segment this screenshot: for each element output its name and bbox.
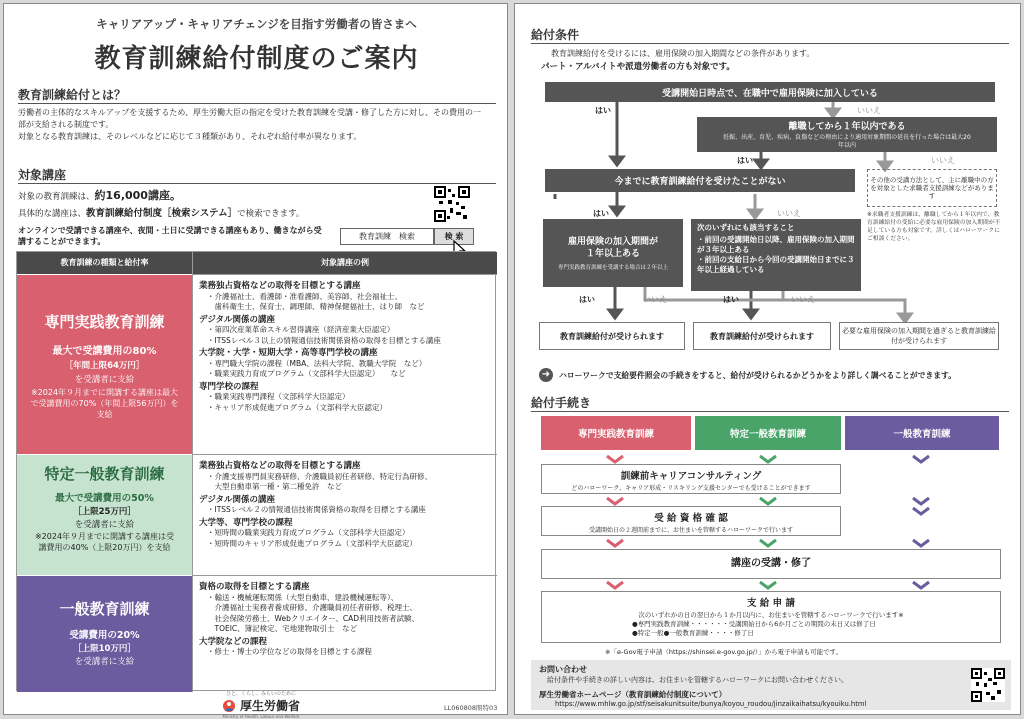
section-courses: 対象講座 bbox=[18, 166, 496, 184]
count-line bbox=[18, 187, 181, 203]
arrow-right-icon: ➜ bbox=[539, 368, 553, 382]
q-left-job bbox=[697, 117, 997, 152]
tier-rate: 最大で受講費用の50% bbox=[55, 493, 154, 504]
category-item: ・修士・博士の学位などの取得を目標とする課程 bbox=[207, 647, 372, 656]
tier-pay: を受講者に支給 bbox=[74, 657, 135, 667]
tier-name: 専門実践教育訓練 bbox=[44, 313, 165, 331]
search-post: で検索できます。 bbox=[237, 209, 305, 219]
q-repeat-title: 次のいずれにも該当すること bbox=[697, 223, 795, 232]
category-heading: 業務独占資格などの取得を目標とする講座 bbox=[199, 461, 361, 471]
search-button[interactable]: 検 索 bbox=[434, 228, 474, 245]
step-note: 受講開始日の２週間前までに、お住まいを管轄するハローワークで行います bbox=[588, 527, 793, 534]
logo-name: 厚生労働省 bbox=[239, 699, 300, 713]
q-repeat-conditions bbox=[691, 219, 861, 291]
step-note: どのハローワーク、キャリア形成・リスキリング支援センターでも受けることができます bbox=[571, 485, 811, 492]
col-general: 一般教育訓練 bbox=[845, 416, 999, 450]
online-text: オンラインで受講できる講座や、夜間・土日に受講できる講座もあり、働きながら受講することができます。 bbox=[18, 226, 322, 246]
what-p2: 対象となる教育訓練は、そのレベルなどに応じて３種類があり、それぞれ給付率が異なります。 bbox=[18, 132, 362, 141]
result-eligible-1: 教育訓練給付が受けられます bbox=[539, 322, 685, 350]
category-item: ・職業実践力育成プログラム（文部科学大臣認定） など bbox=[207, 369, 406, 378]
tier-note: ※2024年９月までに開講する講座は受講費用の40%（上限20万円）を支給 bbox=[34, 532, 175, 552]
examples-specific-general bbox=[192, 454, 497, 575]
tier-general bbox=[17, 575, 192, 692]
section-what: 教育訓練給付とは？ bbox=[18, 86, 496, 104]
right-page bbox=[514, 3, 1021, 715]
examples-specialized bbox=[192, 274, 497, 454]
mhlw-logo bbox=[196, 690, 326, 719]
no-label: いいえ bbox=[777, 209, 801, 218]
tier-pay: を受講者に支給 bbox=[74, 520, 135, 530]
intro-2: パート・アルバイトや派遣労働者の方も対象です。 bbox=[541, 62, 735, 72]
category-item: ・職業実践専門課程（文部科学大臣認定） bbox=[207, 392, 350, 401]
step-attend bbox=[541, 549, 1001, 579]
hellowork-note: ハローワークで支給要件照会の手続きをすると、給付が受けられるかどうかをより詳しく調べることができます。 bbox=[559, 371, 957, 380]
inquiry-box bbox=[531, 660, 1011, 710]
qr-code-icon bbox=[434, 186, 470, 222]
category-item: ・専門職大学院の課程（MBA、法科大学院、教職大学院 など） bbox=[207, 358, 427, 368]
col-specific-general: 特定一般教育訓練 bbox=[695, 416, 841, 450]
logo-en: Ministry of Health, Labour and Welfare bbox=[222, 714, 300, 719]
search-input[interactable]: 教育訓練 検索 bbox=[340, 228, 434, 245]
top-line: キャリアアップ・キャリアチェンジを目指す労働者の皆さまへ bbox=[96, 17, 417, 31]
category-heading: 資格の取得を目標とする講座 bbox=[199, 582, 310, 592]
inquiry-text: 給付条件や手続きの詳しい内容は、お住まいを管轄するハローワークにお問い合わせください。 bbox=[547, 676, 848, 684]
category-item: ・介護支援専門員実務研修、介護職員初任者研修、特定行為研修、 bbox=[207, 471, 432, 481]
tier-specialized-bg bbox=[17, 275, 192, 454]
step-note: 次のいずれかの日の翌日から１か月以内に、お住まいを管轄するハローワークで行います※ bbox=[638, 611, 904, 619]
category-heading: デジタル関係の講座 bbox=[199, 314, 275, 325]
tier-cap: ［年間上限64万円］ bbox=[64, 361, 145, 371]
category-item: ・キャリア形成促進プログラム（文部科学大臣認定） bbox=[207, 402, 387, 412]
col-specialized: 専門実践教育訓練 bbox=[541, 416, 691, 450]
inquiry-url[interactable]: https://www.mhlw.go.jp/stf/seisakunitsuite/bunya/koyou_roudou/jinzaikaihatsu/kyouiku.html bbox=[555, 700, 867, 708]
step-title: 講座の受講・修了 bbox=[731, 558, 811, 569]
category-item: 介護福祉士実務者養成研修、介護職員初任者研修、税理士、 bbox=[207, 603, 417, 612]
yes-label: はい bbox=[579, 295, 595, 304]
inquiry-hp: 厚生労働省ホームページ（教育訓練給付制度について） bbox=[539, 690, 727, 699]
category-item: ・ITSSレベル２の情報通信技術関係資格の取得を目標とする講座 bbox=[207, 505, 426, 514]
table-header-examples: 対象講座の例 bbox=[192, 252, 497, 274]
main-title: 教育訓練給付制度のご案内 bbox=[94, 44, 419, 74]
q-left-job-note: 妊娠、出産、育児、疾病、負傷などの理由により適用対象期間の延長を行った場合は最大20年以内 bbox=[723, 134, 971, 149]
intro-1: 教育訓練給付を受けるには、雇用保険の加入期間などの条件があります。 bbox=[551, 49, 815, 58]
section-conditions: 給付条件 bbox=[531, 26, 1009, 44]
tier-rate: 受講費用の20% bbox=[69, 630, 140, 641]
category-heading: 大学等、専門学校の課程 bbox=[199, 517, 293, 528]
step-title: 支 給 申 請 bbox=[747, 598, 795, 609]
q-insured-period bbox=[543, 219, 683, 287]
category-item: ・短時間の職業実践力育成プログラム（文部科学大臣認定） bbox=[207, 528, 410, 537]
tier-specific-general bbox=[17, 454, 192, 575]
step-apply bbox=[541, 591, 1001, 643]
tier-cap: ［上限25万円］ bbox=[73, 507, 136, 517]
result-eligible-2: 教育訓練給付が受けられます bbox=[693, 322, 831, 350]
step-title: 訓練前キャリアコンサルティング bbox=[620, 471, 762, 482]
yes-label: はい bbox=[595, 106, 611, 115]
table-header-type: 教育訓練の種類と給付率 bbox=[17, 252, 192, 274]
examples-general bbox=[192, 575, 497, 692]
tier-pay: を受講者に支給 bbox=[74, 375, 135, 385]
tier-rate: 最大で受講費用の80% bbox=[52, 346, 157, 357]
tier-note: ※2024年９月までに開講する講座は最大で受講費用の70%（年間上限56万円）を支給 bbox=[30, 388, 179, 419]
no-label: いいえ bbox=[791, 295, 815, 304]
count-pre: 対象の教育訓練は、 bbox=[18, 192, 95, 202]
yes-label: はい bbox=[723, 295, 739, 304]
other-training-box: その他の受講方法として、主に離職中の方を対象とした求職者支援訓練などがあります bbox=[867, 169, 997, 207]
what-p1: 労働者の主体的なスキルアップを支援するため、厚生労働大臣の指定を受けた教育訓練を受講・修了した方に対し、その費用の一部が支給される制度です。 bbox=[18, 108, 482, 129]
step-apply-a: ●専門実践教育訓練・・・・・・受講開始日から6か月ごとの期間の末日又は修了日 bbox=[632, 620, 876, 628]
no-label: いいえ bbox=[643, 295, 667, 304]
no-label: いいえ bbox=[931, 156, 955, 165]
logo-tagline: ひと、くらし、みらいのために bbox=[225, 691, 296, 697]
step-apply-b: ●特定一般●一般教育訓練・・・・修了日 bbox=[632, 629, 754, 637]
course-count: 約16,000講座。 bbox=[94, 189, 181, 202]
egov-note: ※「e-Gov電子申請（https://shinsei.e-gov.go.jp/）」から電子申請も可能です。 bbox=[605, 648, 843, 656]
category-heading: 大学院などの課程 bbox=[199, 636, 268, 647]
q-first-time: 今までに教育訓練給付を受けたことがない bbox=[545, 169, 855, 192]
step-title: 受 給 資 格 確 認 bbox=[654, 513, 728, 524]
category-item: ・短時間のキャリア形成促進プログラム（文部科学大臣認定） bbox=[207, 538, 417, 548]
search-line bbox=[18, 205, 304, 219]
inquiry-title: お問い合わせ bbox=[539, 665, 587, 674]
category-item: 歯科衛生士、保育士、調理師、精神保健福祉士、はり師 など bbox=[207, 302, 425, 311]
tier-name: 一般教育訓練 bbox=[59, 600, 150, 618]
no-label: いいえ bbox=[857, 106, 881, 115]
doc-code: LL060808開特03 bbox=[444, 704, 498, 712]
other-note: ※求職者支援訓練は、離職してから１年以内で、教育訓練給付の受給に必要な雇用保険の加入期間が不足している方も対象です。詳しくはハローワークにご相談ください。 bbox=[867, 212, 1001, 242]
step-career-consult bbox=[541, 464, 841, 494]
search-pre: 具体的な講座は、 bbox=[18, 209, 87, 219]
yes-label: はい bbox=[737, 156, 753, 165]
q-left-job-text: 離職してから１年以内である bbox=[788, 122, 906, 132]
q-repeat-b: ・前回の支給日から今回の受講開始日までに３年以上経過している bbox=[697, 255, 855, 274]
tier-specialized bbox=[17, 274, 192, 454]
category-heading: 大学院・大学・短期大学・高等専門学校の講座 bbox=[199, 348, 378, 358]
q-insured-note: 専門実践教育訓練を受講する場合は２年以上 bbox=[557, 264, 668, 271]
category-item: ・第四次産業革命スキル習得講座（経済産業大臣認定） bbox=[207, 325, 395, 334]
category-item: ・輸送・機械運転関係（大型自動車、建設機械運転等）、 bbox=[207, 592, 399, 602]
yes-label: はい bbox=[593, 209, 609, 218]
q-repeat-a: ・前回の受講開始日以降、雇用保険の加入期間が３年以上ある bbox=[697, 235, 855, 254]
category-item: 社会保険労務士、Webクリエイター、CAD利用技術者試験、 bbox=[207, 613, 420, 623]
section-procedure: 給付手続き bbox=[531, 394, 1009, 412]
tier-name: 特定一般教育訓練 bbox=[44, 465, 165, 483]
step-eligibility bbox=[541, 506, 841, 536]
q-enrolled: 受講開始日時点で、在職中で雇用保険に加入している bbox=[545, 82, 995, 102]
course-table bbox=[16, 251, 496, 691]
tier-cap: ［上限10万円］ bbox=[73, 644, 136, 654]
category-heading: 専門学校の課程 bbox=[199, 381, 259, 392]
mhlw-logo-icon bbox=[222, 699, 236, 713]
category-heading: 業務独占資格などの取得を目標とする講座 bbox=[199, 281, 361, 291]
q-insured-text: 雇用保険の加入期間が１年以上ある bbox=[567, 236, 658, 259]
qr-code-icon bbox=[971, 668, 1005, 702]
left-page bbox=[3, 3, 508, 719]
result-later: 必要な雇用保険の加入期間を過ぎると教育訓練給付が受けられます bbox=[839, 322, 999, 350]
category-item: 大型自動車第一種・第二種免許 など bbox=[207, 482, 342, 491]
category-heading: デジタル関係の講座 bbox=[199, 494, 275, 505]
search-system-name: 教育訓練給付制度［検索システム］ bbox=[86, 208, 238, 219]
category-item: ・介護福祉士、看護師・准看護師、美容師、社会福祉士、 bbox=[207, 291, 402, 301]
category-item: TOEIC、簿記検定、宅地建物取引士 など bbox=[207, 624, 358, 633]
what-text bbox=[18, 107, 488, 143]
category-item: ・ITSSレベル３以上の情報通信技術関係資格の取得を目標とする講座 bbox=[207, 335, 441, 345]
